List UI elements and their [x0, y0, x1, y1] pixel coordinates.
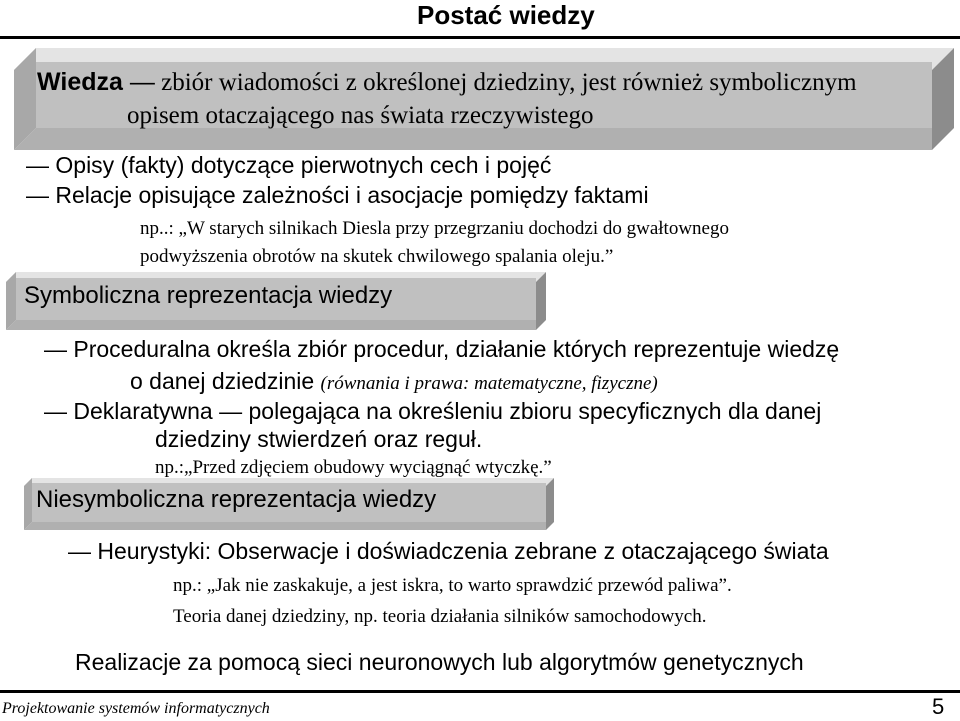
example-1-line-1: np..: „W starych silnikach Diesla przy przegrzaniu dochodzi do gwałtownego — [140, 218, 729, 239]
declarative-text-1: Deklaratywna — polegająca na określeniu zbioru specyficznych dla danej — [73, 398, 822, 424]
heuristics-dash: — — [68, 538, 91, 564]
example-1-line-2: podwyższenia obrotów na skutek chwilowego spalania oleju.” — [140, 246, 614, 267]
page-title: Postać wiedzy — [417, 0, 595, 30]
footer-course: Projektowanie systemów informatycznych — [2, 700, 270, 717]
definition-bar — [14, 48, 954, 150]
declarative-line-2: dziedziny stwierdzeń oraz reguł. — [155, 426, 483, 452]
footer-page-number: 5 — [932, 694, 945, 719]
fact-dash-2: — — [26, 182, 49, 208]
procedural-dash: — — [44, 336, 67, 362]
heuristics-text: Heurystyki: Obserwacje i doświadczenia zebrane z otaczającego świata — [97, 538, 829, 564]
definition-term: Wiedza — [37, 68, 123, 96]
nonsymbolic-heading: Niesymboliczna reprezentacja wiedzy — [36, 486, 437, 513]
procedural-text-2: o danej dziedzinie — [130, 368, 321, 394]
footer-rule — [0, 690, 960, 693]
procedural-line-1 — [44, 334, 839, 364]
definition-dash: — — [129, 68, 155, 96]
heuristics-line — [68, 536, 829, 566]
definition-text-1: zbiór wiadomości z określonej dziedziny, jest również symbolicznym — [154, 69, 857, 96]
fact-text-2: Relacje opisujące zależności i asocjacje pomiędzy faktami — [55, 182, 649, 208]
title-rule — [0, 36, 960, 39]
nonsymbolic-theory: Teoria danej dziedziny, np. teoria działania silników samochodowych. — [173, 606, 707, 627]
fact-item-2 — [26, 180, 649, 210]
declarative-line-1 — [44, 396, 821, 426]
procedural-line-2 — [130, 366, 658, 399]
definition-bar-bevel — [14, 48, 954, 150]
symbolic-heading: Symboliczna reprezentacja wiedzy — [24, 282, 393, 309]
symbolic-example: np.:„Przed zdjęciem obudowy wyciągnąć wtyczkę.” — [155, 457, 552, 478]
fact-text-1: Opisy (fakty) dotyczące pierwotnych cech i pojęć — [55, 152, 552, 178]
fact-dash-1: — — [26, 152, 49, 178]
definition-line-1 — [37, 66, 857, 99]
declarative-dash: — — [44, 398, 67, 424]
procedural-note: (równania i prawa: matematyczne, fizyczne) — [320, 373, 658, 394]
implementation-line: Realizacje za pomocą sieci neuronowych lub algorytmów genetycznych — [75, 649, 804, 675]
procedural-text-1: Proceduralna określa zbiór procedur, działanie których reprezentuje wiedzę — [73, 336, 840, 362]
fact-item-1 — [26, 150, 551, 180]
definition-line-2: opisem otaczającego nas świata rzeczywistego — [127, 102, 594, 129]
nonsymbolic-example: np.: „Jak nie zaskakuje, a jest iskra, to warto sprawdzić przewód paliwa”. — [173, 575, 732, 596]
